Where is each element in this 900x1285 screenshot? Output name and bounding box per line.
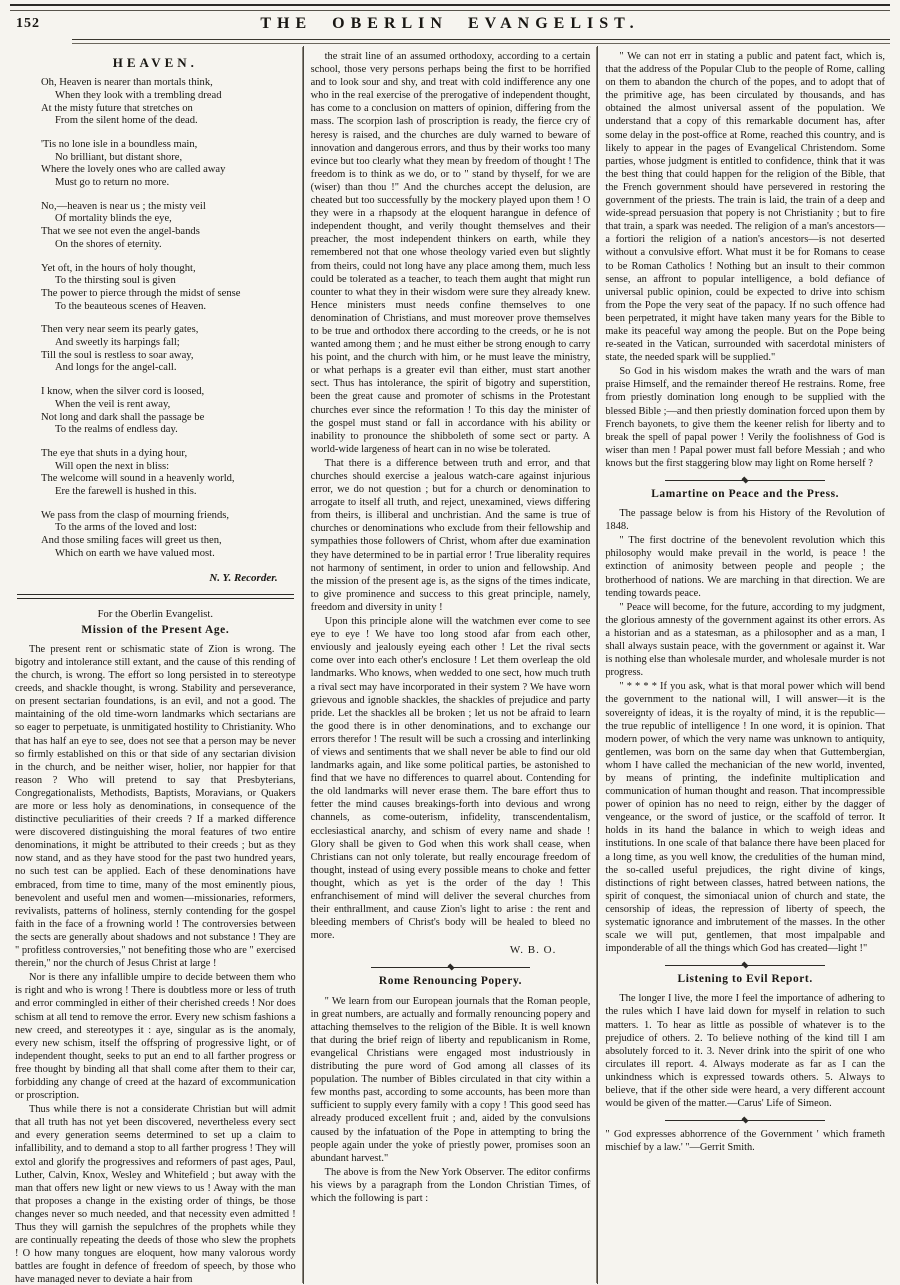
poem-line: When they look with a trembling dread (55, 89, 222, 101)
poem-title: HEAVEN. (112, 55, 198, 70)
poem-line: Till the soul is restless to soar away, (41, 349, 194, 361)
masthead-title: THE OBERLIN EVANGELIST. (260, 15, 640, 32)
rome-section-title: Rome Renouncing Popery. (378, 975, 523, 988)
ornament-divider (665, 962, 825, 968)
poem-line: And sweetly its harpings fall; (55, 337, 180, 349)
newspaper-page (8, 0, 892, 1284)
poem-line: 'Tis no lone isle in a boundless main, (41, 138, 198, 150)
diamond-icon (447, 964, 454, 971)
poem-line: From the silent home of the dead. (55, 115, 198, 127)
poem-stanza (41, 386, 296, 437)
poem-line: At the misty future that stretches on (41, 102, 193, 114)
paragraph: So God in his wisdom makes the wrath and the wars of man praise Himself, and the remainder thereof He restrains. Rome, free from priestly domination long enough to be supplied with the blessed Bible ;—and then priestly domination forced upon them by French bayonets, to give them the keener relish for liberty and to break the spell of papal power ! Verily the foolishness of God is wiser than men ! Papal power must fall before Messiah ; and who knows but the first staggering blow may light on Rome herself ? (605, 366, 885, 469)
diamond-icon (742, 1117, 749, 1124)
poem-line: Will open the next in bliss: (55, 460, 170, 472)
poem-stanza (41, 324, 296, 375)
poem-stanza (41, 201, 296, 252)
diamond-icon (742, 962, 749, 969)
page-number: 152 (16, 16, 40, 31)
poem-line: Must go to return no more. (55, 177, 170, 189)
column-3 (597, 46, 892, 1284)
poem-line: To the arms of the loved and lost: (55, 522, 197, 534)
poem-line: I know, when the silver cord is loosed, (41, 386, 205, 398)
poem-line: Oh, Heaven is nearer than mortals think, (41, 77, 213, 89)
poem-line: Yet oft, in the hours of holy thought, (41, 262, 196, 274)
poem-line: And those smiling faces will greet us then, (41, 535, 222, 547)
paragraph: The longer I live, the more I feel the importance of adhering to the rules which I have laid down for myself in relation to such matters. 1. To hear as little as possible of whatever is to the prejudice of others. 2. To believe nothing of the kind till I am absolutely forced to it. 3. Never drink into the spirit of one who circulates ill report. 4. Always moderate as far as I can the unkindness which is expressed towards others. 5. Always to believe, that if the other side were heard, a very different account would be given of the matter.—Carus' Life of Simeon. (605, 993, 885, 1110)
poem-line: To the beauteous scenes of Heaven. (55, 300, 207, 312)
section-divider (17, 594, 294, 599)
page-header (10, 12, 890, 38)
paragraph: Upon this principle alone will the watchmen ever come to see eye to eye ! We have too long stood afar from each other, enviously and jealously eyeing each other ! Let the rival sects come over into each other's enclosure ! Let them overleap the old landmarks. Who knows, when wedded to one sect, how much truth a rival sect may have incorporated in their system ? We have worn grievous and ignoble shackles, the shackles of prejudice and party pride. Let the shackles all be broken ; let us not be afraid to learn the good there is in other denominations, and to exchange our errors therefor ! The result will be such a crossing and interlinking of views and sentiments that we shall never be able to find our old landmarks again, and like some political parties, be astonished to find that we have no differences to quarrel about. Contending for the old landmarks will never erase them. The bare effort thus to fetter the mind causes breakings-forth into devious and wrong channels, as come-outerism, infidelity, transcendentalism, ecclesiastical anarchy, and schism of every name and shade ! Glory shall be given to God when this work shall cease, when Christians can not only tolerate, but really encourage freedom of thought, instead of using every possible means to choke and fetter thought, which as yet is the order of the day ! This enfranchisement of mind will deliver the several churches from their enthrallment, and cause Zion's light to arise : the rent and bleeding members of Christ's body will be healed to bleed no more. (310, 616, 591, 942)
evil-report-section-title: Listening to Evil Report. (677, 973, 813, 986)
column-2 (303, 46, 598, 1284)
paragraph: the strait line of an assumed orthodoxy, according to a certain school, those very persons perhaps being the first to be horrified and to look sour and shy, and treat with cold indifference any one who in the real exercise of the prerogative of independent thought, has come to a conclusion on matters of opinion, differing from the mass. The scorpion lash of proscription is ready, the fierce cry of heresy is raised, and the churches are duly warned to beware of innovation and dangerous errors, and thus by their works too many evince but too clearly what they mean by freedom of thought ! The freedom is to think as we do, or to " stand by thyself, for we are (wiser) than thou !" And the churches accept the delusion, are cheated but too successfully by the mockery played upon them ! O they were in a rhapsody at the eloquent harangue in defence of independent thought, and verily thought themselves and their preacher, the most independent thinkers on earth, while they remembered not that one whose theology varied even but slightly from theirs, could not long have any place among them, much less could be tolerated as a teacher, to teach them aught that might run counter to what they in their wisdom were sure they already knew. Hence ministers must needs confine themselves to one denomination of Christians, and must moreover prove themselves to be true and orthodox there according to the creeds, or he is not wanted among them ; and he must either be strong enough to carry his point, and the church with him, or he must leave the ministry, or what perhaps is a greater evil than either, must start another sect. Thus has intolerance, the spirit of bigotry and superstition, been the great cause and promoter of schisms in the Protestant churches ever since the reformation ! To this day the minister of the gospel must stand or fall in accordance with his ability or inability to pronounce the shibboleth of some sect or party. A world-wide largeness of heart can in no wise be tolerated. (310, 51, 591, 455)
poem-line: And longs for the angel-call. (55, 362, 177, 374)
poem-line: Of mortality blinds the eye, (55, 213, 172, 225)
paragraph: The present rent or schismatic state of Zion is wrong. The bigotry and intolerance still extant, and the cause of this rending of the church, is wrong. The effort so long persisted in to stereotype creeds, and shackle thought, is wrong. Stability and perseverance, on present sectarian foundations, is an evil, and not a good. The maintaining of the old time-worn landmarks which sectarians are so eager to perpetuate, is unmitigated hostility to Christianity. Who that has half an eye to see, does not see that a person may be never so firmly established on this or that side of any sectarian division in the church, and be neither wiser, holier, nor happier for that reason ? Who will pretend to say that Presbyterians, Congregationalists, Methodists, Baptists, Moravians, or Quakers are more or less holy as denominations, in consequence of the distinctive peculiarities of their creeds ? If a marked difference were discovered distinguishing the moral features of two entire denominations, it might be attributed to their creeds ; but as they now stand, and as they have stood for the past two hundred years, no such test can be applied. Each of these denominations have embraced, from time to time, many of the most eminently pious, benevolent and useful men and women—missionaries, reformers, revivalists, patterns of holiness, sternly contending for the gospel faith in the face of a frowning world ! The controversies between the sects are generally about shadows and not substance ! They are " profitless controversies," not benefiting those who are " exercised therein," nor the church of Jesus Christ at large ! (15, 643, 296, 970)
poem-stanza (41, 263, 296, 314)
poem-line: Ere the farewell is hushed in this. (55, 486, 197, 498)
poem-line: That we see not even the angel-bands (41, 226, 200, 238)
poem-line: When the veil is rent away, (55, 398, 171, 410)
paragraph: Nor is there any infallible umpire to decide between them who is right and who is wrong ! There is doubtless more or less of truth and error commingled in either of their cherished creeds ! Nor does schism at all tend to remove the error. Every new schism fashions a new creed, and stereotypes it : aye, singular as is the anomaly, every new schism, itself the offspring of progressive light, or of independent thought, seeks to put an end to all farther progress or free thought by binding all that shall come after them to their car, forbidding any change of creed at the hazard of excommunication or proscription. (15, 972, 296, 1102)
ornament-divider (665, 1117, 825, 1123)
poem-line: No,—heaven is near us ; the misty veil (41, 200, 206, 212)
lamartine-section-body (605, 507, 885, 955)
poem-stanza (41, 448, 296, 499)
rome-quote-body (605, 50, 885, 470)
paragraph: The above is from the New York Observer. The editor confirms his views by a paragraph from the London Christian Times, of which the following is part : (310, 1166, 591, 1204)
lamartine-section-title: Lamartine on Peace and the Press. (651, 488, 840, 500)
ornament-divider (665, 477, 825, 483)
poem-line: To the thirsting soul is given (55, 275, 176, 287)
poem-line: The eye that shuts in a dying hour, (41, 447, 188, 459)
poem-line: Where the lovely ones who are called away (41, 164, 226, 176)
paragraph: " We learn from our European journals that the Roman people, in great numbers, are actually and formally renouncing popery and attaching themselves to the religion of the Bible. It is well known that during the brief reign of liberty and republicanism in Rome, evangelical Christians were engaged most industriously in distributing the pure word of God among all classes of its population. The number of Bibles circulated in that city within a few months past, according to some accounts, has been more than sufficient to supply every family with a copy ! This good seed has already produced excellent fruit ; and, aided by the convulsions caused by the infatuation of the Pope in attempting to bring the people again under the yoke of priestly power, promises soon an abundant harvest." (310, 995, 591, 1164)
diamond-icon (742, 476, 749, 483)
ornament-divider (371, 964, 531, 970)
paragraph: " The first doctrine of the benevolent revolution which this philosophy would make prevail in the world, is peace ! the extinction of animosity between people and people ; the brotherhood of nations. We are marching in that direction. We are tending towards peace. (605, 535, 885, 599)
column-1 (8, 46, 303, 1284)
header-top-rule (10, 4, 890, 11)
article-body (15, 643, 296, 1284)
poem-line: The welcome will sound in a heavenly world, (41, 473, 235, 485)
poem-line: Not long and dark shall the passage be (41, 411, 205, 423)
article-continuation (311, 50, 591, 942)
poem-stanza (41, 77, 296, 128)
article-title: Mission of the Present Age. (81, 623, 230, 636)
poem-line: We pass from the clasp of mourning friends, (41, 509, 230, 521)
poem-line: To the realms of endless day. (55, 424, 178, 436)
poem-stanza (41, 510, 296, 561)
paragraph: Thus while there is not a considerate Christian but will admit that all truth has not yet been discovered, nevertheless every sect and every generation seems determined to set up a claim to infallibility, and to demand a stop to all farther progress ! They will extol and glorify the progressives and reformers of past ages, Paul, Luther, Calvin, Knox, Wesley and Whitefield ; but away with the man that offers new light or new views to us ! Away with the man that proposes a change in the existing order of things, be those changes never so much needed, and that necessity even admitted ! Thus they will garnish the sepulchres of the prophets while they are continually repeating the deeds of those who slew the prophets ! O how many tongues are eloquent, how many valorous wordy battles are fought in defence of freedom of speech, by those who have managed never to deviate a hair from (15, 1104, 296, 1284)
paragraph: That there is a difference between truth and error, and that churches should exercise a jealous watch-care against injurious error, we do not question ; but for a church or denomination to arrogate to itself all truth, and reject, unexamined, views differing from theirs, is illiberal and unchristian. And the same is true of churches or denominations who exclude from their fellowship and sympathies those followers of Christ, whom after due examination they have determined to be in partial error ! True liberality requires not harmony of sentiment, in order to union and fellowship. And the mission of the present age is, as the signs of the times indicate, to give prominence and success to this great principle, namely, freedom and diversity in unity ! (310, 457, 591, 613)
paragraph: The passage below is from his History of the Revolution of 1848. (605, 508, 885, 533)
poem-heaven (15, 77, 296, 561)
poem-attribution: N. Y. Recorder. (209, 571, 278, 584)
poem-line: No brilliant, but distant shore, (55, 151, 183, 163)
paragraph: " Peace will become, for the future, according to my judgment, the glorious amnesty of the government against its other errors. As a historian and as a statesman, as a philosopher and as a man, I shall always sustain peace, with the government or against it. War is nothing else than wholesale murder, and wholesale murder is not progress. (605, 601, 885, 679)
rome-section-body (311, 995, 591, 1206)
poem-line: The power to pierce through the midst of sense (41, 287, 241, 299)
paragraph: " We can not err in stating a public and patent fact, which is, that the address of the Popular Club to the people of Rome, calling on them to abandon the church of the popes, and to adopt that of the primitive age, has been circulated by thousands, and has obtained the almost universal assent of the population. We understand that a copy of this remarkable document has, after some delay in the post-office at Rome, reached this country, and is likely to appear in the pages of Evangelical Christendom. Some parties, whose judgment is entitled to confidence, think that it was the best thing that could happen for the religion of the Bible, that the French government should have persevered in restoring the government of the priests. The train is laid, the train of a deep and wide-spread persuasion that popery is not Christianity ; but to fire that train, a spark was needed. The religion of a man's ancestors—a fortiori the religion of a nation's ancestors—is not deserted without a convulsive effort. What must it be for Romans to cease to be Roman Catholics ! Nothing but an insult to their common sense, an affront to popular intelligence, a bold defiance of universal public opinion, could be expected to drive into schism from the Pope the very seat of the papacy. If no such offence had been perpetrated, it might have taken many years for the Bible to make its peaceful way among the people. But on the Pope being re-seated in the Vatican, surrounded with sacerdotal ministers of state, the needed spark will be supplied." (605, 51, 885, 364)
author-signature: W. B. O. (509, 944, 557, 957)
column-layout (8, 46, 892, 1284)
poem-line: On the shores of eternity. (55, 238, 162, 250)
closing-quote: " God expresses abhorrence of the Government ' which frameth mischief by a law.' "—Gerrit Smith. (605, 1129, 885, 1154)
paragraph: " * * * * If you ask, what is that moral power which will bend the government to the national will, I will answer—it is the sovereignty of ideas, it is the royalty of mind, it is the republic—the true republic of intelligence ! In one word, it is opinion. That modern power, of which the very name was unknown to antiquity, gentlemen, was born on the same day when that Guttembergian, whom I have called the mechanician of the new world, invented, by means of printing, the indefinite multiplication and communication of human thought and reason. That incompressible power of opinion has no need to reign, either by the dagger of vengeance, or the sword of justice, or the scaffold of terror. It holds in its hand the balance in which to weigh ideas and institutions. In one scale of that balance there have been placed for a long time, as you well know, the credulities of the human mind, the so-called useful prejudices, the right divine of kings, distinctions of right between classes, hatred between nations, the spirit of conquest, the simoniacal union of church and state, the censorship of ideas, the repression of liberty of speech, the systematic ignorance and imbrutement of the masses. In the other scale we will put, gentlemen, that most impalpable and imponderable of all the things which God has created—light !" (605, 681, 885, 955)
poem-stanza (41, 139, 296, 190)
header-bottom-rule (72, 39, 890, 44)
evil-report-section-body (605, 992, 885, 1110)
poem-line: Which on earth we have valued most. (55, 547, 215, 559)
article-dateline: For the Oberlin Evangelist. (97, 608, 213, 620)
poem-line: Then very near seem its pearly gates, (41, 324, 199, 336)
